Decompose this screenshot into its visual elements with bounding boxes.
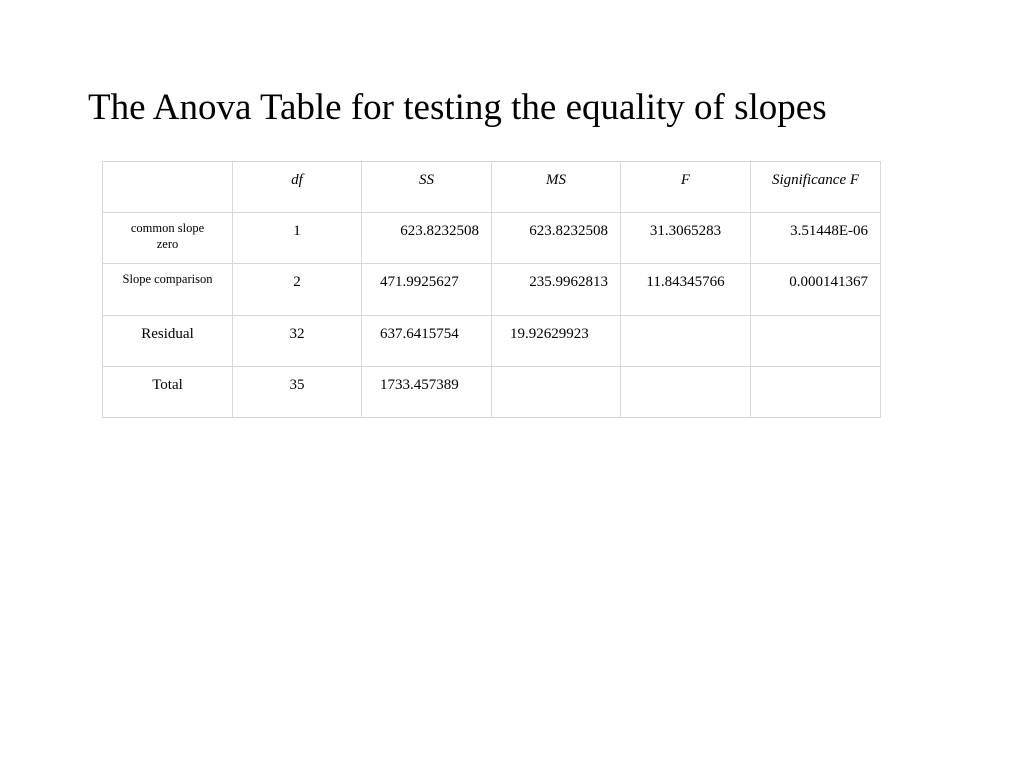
- anova-table: [102, 161, 881, 418]
- header-cell-f: F: [621, 162, 751, 213]
- table-header-row: [103, 162, 881, 213]
- cell-ms: [492, 366, 621, 417]
- cell-f: 31.3065283: [621, 213, 751, 264]
- cell-ss: 471.9925627: [362, 264, 492, 315]
- cell-df: 32: [233, 315, 362, 366]
- cell-significance-f: 3.51448E-06: [751, 213, 881, 264]
- table-row: [103, 366, 881, 417]
- header-cell-significance-f: Significance F: [751, 162, 881, 213]
- cell-significance-f: [751, 315, 881, 366]
- row-label-slope-comparison: Slope comparison: [103, 264, 233, 315]
- cell-ss: 637.6415754: [362, 315, 492, 366]
- row-label-total: Total: [103, 366, 233, 417]
- cell-significance-f: [751, 366, 881, 417]
- header-cell-empty: [103, 162, 233, 213]
- page-title: The Anova Table for testing the equality of slopes: [88, 87, 827, 128]
- cell-f: [621, 315, 751, 366]
- cell-df: 35: [233, 366, 362, 417]
- table-row: [103, 213, 881, 264]
- table-row: [103, 315, 881, 366]
- cell-df: 2: [233, 264, 362, 315]
- cell-f: 11.84345766: [621, 264, 751, 315]
- cell-ms: 235.9962813: [492, 264, 621, 315]
- cell-f: [621, 366, 751, 417]
- header-cell-ss: SS: [362, 162, 492, 213]
- table-row: [103, 264, 881, 315]
- cell-df: 1: [233, 213, 362, 264]
- cell-ss: 1733.457389: [362, 366, 492, 417]
- header-cell-ms: MS: [492, 162, 621, 213]
- cell-significance-f: 0.000141367: [751, 264, 881, 315]
- header-cell-df: df: [233, 162, 362, 213]
- cell-ss: 623.8232508: [362, 213, 492, 264]
- row-label-residual: Residual: [103, 315, 233, 366]
- cell-ms: 19.92629923: [492, 315, 621, 366]
- cell-ms: 623.8232508: [492, 213, 621, 264]
- row-label-common-slope-zero: common slope zero: [103, 213, 233, 264]
